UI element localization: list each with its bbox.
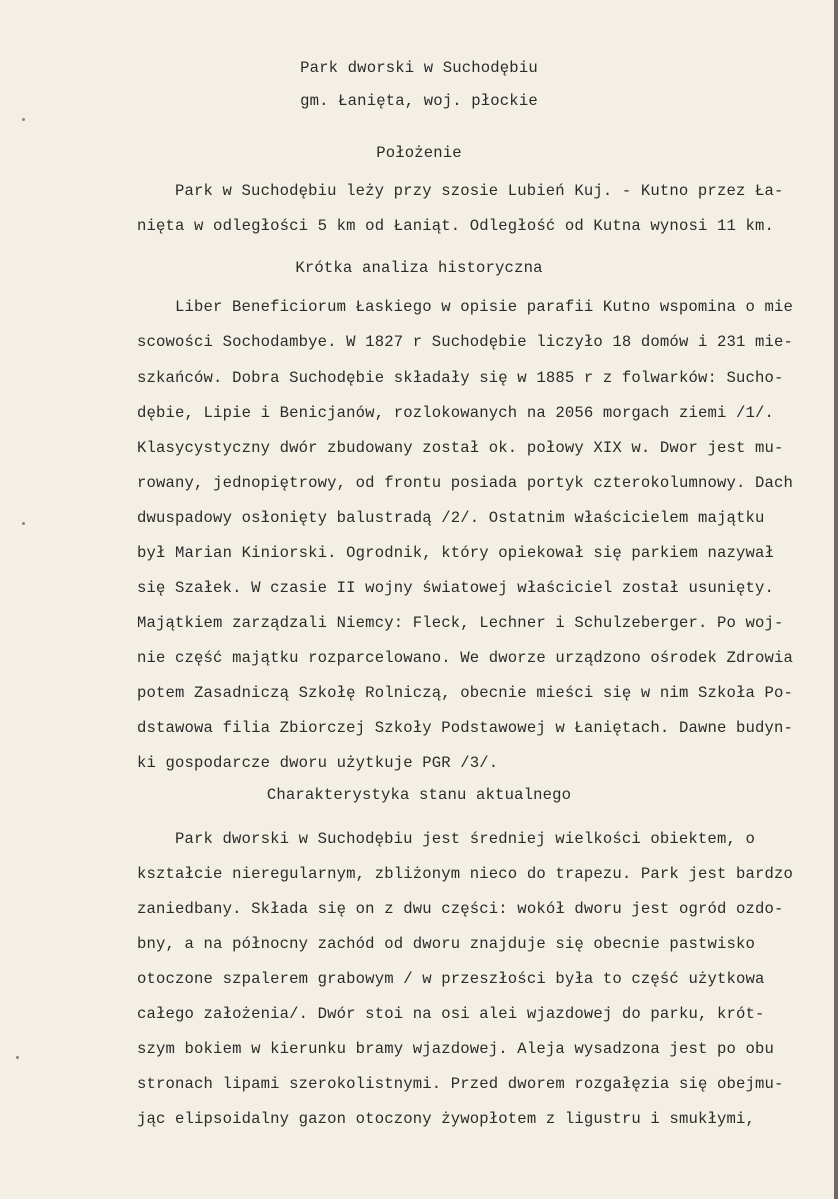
section-heading-current-state: Charakterystyka stanu aktualnego: [266, 786, 572, 804]
text-line: szkańców. Dobra Suchodębie składały się w 1885 r z folwarków: Sucho-: [137, 369, 784, 387]
text-line: scowości Sochodambye. W 1827 r Suchodębie liczyło 18 domów i 231 mie-: [137, 333, 794, 351]
text-line: stronach lipami szerokolistnymi. Przed dworem rozgałęzia się obejmu-: [137, 1075, 784, 1093]
section-heading-location: Położenie: [376, 144, 462, 162]
scan-speck: [22, 118, 25, 121]
text-line: bny, a na północny zachód od dworu znajduje się obecnie pastwisko: [137, 935, 756, 953]
text-line: dębie, Lipie i Benicjanów, rozlokowanych na 2056 morgach ziemi /1/.: [137, 404, 775, 422]
document-subtitle: gm. Łanięta, woj. płockie: [300, 92, 538, 110]
text-line: otoczone szpalerem grabowym / w przeszłości była to część użytkowa: [137, 970, 765, 988]
text-line: Park w Suchodębiu leży przy szosie Lubień Kuj. - Kutno przez Ła-: [175, 182, 784, 200]
section-heading-history: Krótka analiza historyczna: [295, 259, 543, 277]
text-line: ki gospodarcze dworu użytkuje PGR /3/.: [137, 754, 499, 772]
text-line: zaniedbany. Składa się on z dwu części: wokół dworu jest ogród ozdo-: [137, 900, 784, 918]
text-line: był Marian Kiniorski. Ogrodnik, który opiekował się parkiem nazywał: [137, 544, 775, 562]
text-line: szym bokiem w kierunku bramy wjazdowej. Aleja wysadzona jest po obu: [137, 1040, 775, 1058]
scan-speck: [22, 522, 25, 525]
text-line: dstawowa filia Zbiorczej Szkoły Podstawowej w Łaniętach. Dawne budyn-: [137, 719, 794, 737]
text-line: całego założenia/. Dwór stoi na osi alei wjazdowej do parku, krót-: [137, 1005, 765, 1023]
text-line: Majątkiem zarządzali Niemcy: Fleck, Lechner i Schulzeberger. Po woj-: [137, 614, 784, 632]
text-line: Park dworski w Suchodębiu jest średniej wielkości obiektem, o: [175, 830, 755, 848]
text-line: Klasycystyczny dwór zbudowany został ok. połowy XIX w. Dwor jest mu-: [137, 439, 784, 457]
text-line: kształcie nieregularnym, zbliżonym nieco do trapezu. Park jest bardzo: [137, 865, 794, 883]
text-line: jąc elipsoidalny gazon otoczony żywopłotem z ligustru i smukłymi,: [137, 1110, 756, 1128]
text-line: rowany, jednopiętrowy, od frontu posiada portyk czterokolumnowy. Dach: [137, 474, 794, 492]
text-line: dwuspadowy osłonięty balustradą /2/. Ostatnim właścicielem majątku: [137, 509, 765, 527]
text-line: się Szałek. W czasie II wojny światowej właściciel został usunięty.: [137, 579, 775, 597]
page-edge: [834, 0, 838, 1199]
text-line: Liber Beneficiorum Łaskiego w opisie parafii Kutno wspomina o mie: [175, 298, 794, 316]
scan-speck: [16, 1056, 19, 1059]
text-line: nie część majątku rozparcelowano. We dworze urządzono ośrodek Zdrowia: [137, 649, 794, 667]
document-title: Park dworski w Suchodębiu: [300, 59, 538, 77]
text-line: nięta w odległości 5 km od Łaniąt. Odległość od Kutna wynosi 11 km.: [137, 217, 775, 235]
text-line: potem Zasadniczą Szkołę Rolniczą, obecnie mieści się w nim Szkoła Po-: [137, 684, 794, 702]
